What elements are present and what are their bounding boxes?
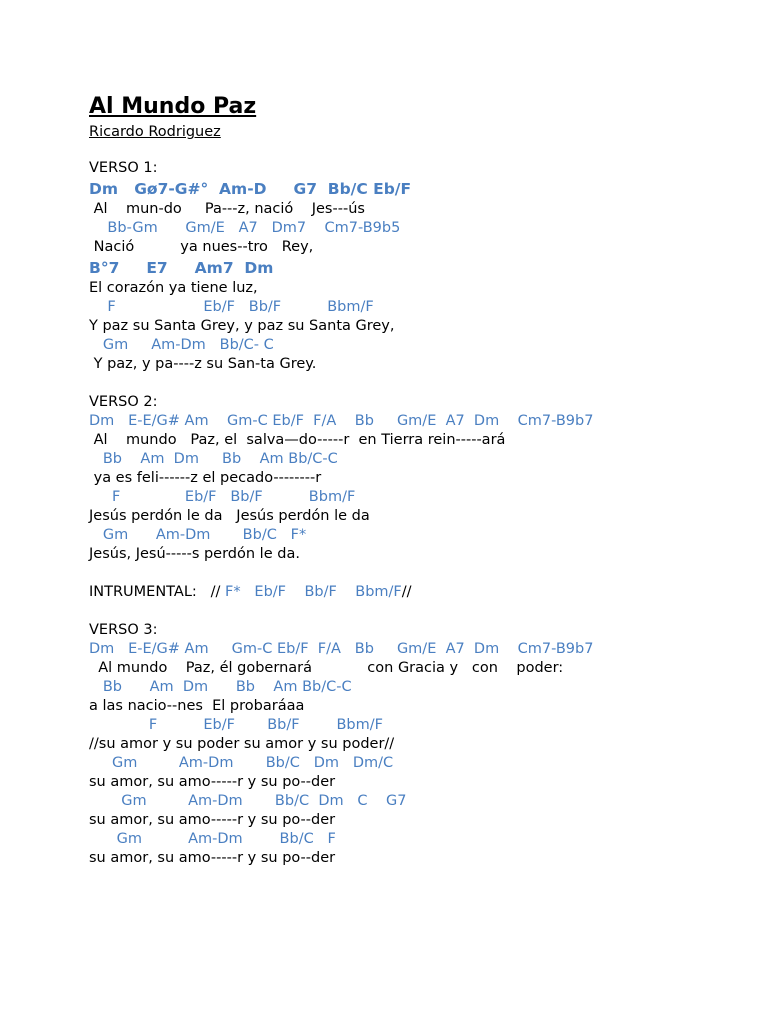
verse-2 bbox=[89, 393, 729, 564]
instrumental-chords: F* Eb/F Bb/F Bbm/F bbox=[225, 584, 402, 600]
chord-line: Gm Am-Dm Bb/C Dm C G7 bbox=[89, 793, 407, 809]
chord-line: Dm E-E/G# Am Gm-C Eb/F F/A Bb Gm/E A7 Dm Cm7-B9b7 bbox=[89, 413, 594, 429]
lyric-line: //su amor y su poder su amor y su poder// bbox=[89, 736, 395, 752]
spacer bbox=[89, 374, 729, 393]
lyric-line: El corazón ya tiene luz, bbox=[89, 280, 258, 296]
lyric-line: su amor, su amo-----r y su po--der bbox=[89, 812, 336, 828]
chord-line: Dm Gø7-G#° Am-D G7 Bb/C Eb/F bbox=[89, 180, 412, 198]
lyric-line: Jesús perdón le da Jesús perdón le da bbox=[89, 508, 370, 524]
lyric-line: Al mundo Paz, el salva—do-----r en Tierra rein-----ará bbox=[89, 432, 506, 448]
instrumental-end: // bbox=[401, 584, 412, 600]
chord-line: Gm Am-Dm Bb/C F* bbox=[89, 527, 307, 543]
lyric-line: ya es feli------z el pecado--------r bbox=[89, 470, 322, 486]
chord-line: Gm Am-Dm Bb/C F bbox=[89, 831, 336, 847]
spacer bbox=[89, 602, 729, 621]
lyric-line: Y paz, y pa----z su San-ta Grey. bbox=[89, 356, 317, 372]
lyric-line: Y paz su Santa Grey, y paz su Santa Grey, bbox=[89, 318, 395, 334]
chord-line: F Eb/F Bb/F Bbm/F bbox=[89, 489, 356, 505]
verse-2-heading: VERSO 2: bbox=[89, 394, 158, 410]
chord-line: F Eb/F Bb/F Bbm/F bbox=[89, 299, 374, 315]
lyric-line: Al mun-do Pa---z, nació Jes---ús bbox=[89, 201, 365, 217]
lyric-line: su amor, su amo-----r y su po--der bbox=[89, 774, 336, 790]
song-title: Al Mundo Paz bbox=[89, 94, 257, 119]
chord-line: Bb Am Dm Bb Am Bb/C-C bbox=[89, 679, 352, 695]
chord-line: Gm Am-Dm Bb/C- C bbox=[89, 337, 274, 353]
instrumental-label: INTRUMENTAL: // bbox=[89, 584, 226, 600]
lyric-line: a las nacio--nes El probaráaa bbox=[89, 698, 305, 714]
instrumental-line bbox=[89, 583, 729, 602]
lyric-line: Jesús, Jesú-----s perdón le da. bbox=[89, 546, 300, 562]
chord-line: Bb Am Dm Bb Am Bb/C-C bbox=[89, 451, 338, 467]
lyric-line: su amor, su amo-----r y su po--der bbox=[89, 850, 336, 866]
spacer bbox=[89, 564, 729, 583]
verse-3 bbox=[89, 621, 729, 868]
song-sheet bbox=[89, 92, 729, 868]
song-author: Ricardo Rodriguez bbox=[89, 124, 221, 140]
verse-3-heading: VERSO 3: bbox=[89, 622, 158, 638]
chord-line: Bb-Gm Gm/E A7 Dm7 Cm7-B9b5 bbox=[89, 220, 401, 236]
chord-line: Dm E-E/G# Am Gm-C Eb/F F/A Bb Gm/E A7 Dm Cm7-B9b7 bbox=[89, 641, 594, 657]
verse-1 bbox=[89, 159, 729, 374]
lyric-line: Al mundo Paz, él gobernará con Gracia y con poder: bbox=[89, 660, 564, 676]
chord-line: B°7 E7 Am7 Dm bbox=[89, 259, 274, 277]
chord-line: F Eb/F Bb/F Bbm/F bbox=[89, 717, 383, 733]
chord-line: Gm Am-Dm Bb/C Dm Dm/C bbox=[89, 755, 394, 771]
lyric-line: Nació ya nues--tro Rey, bbox=[89, 239, 314, 255]
verse-1-heading: VERSO 1: bbox=[89, 160, 158, 176]
